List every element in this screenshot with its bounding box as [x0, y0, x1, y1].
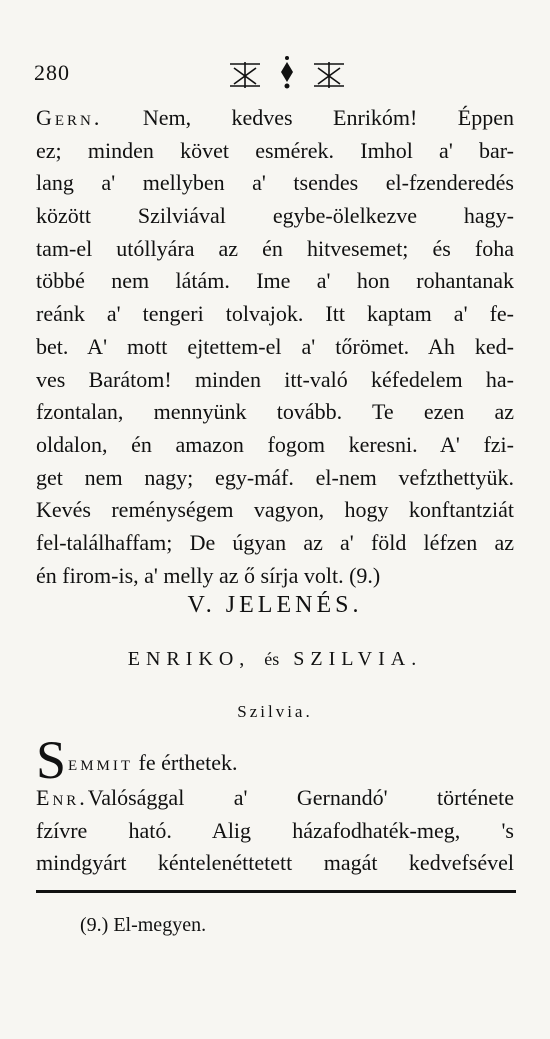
- text-line: többé nem látám. Ime a' hon rohantanak: [36, 268, 514, 294]
- speech-gernando: [36, 102, 514, 592]
- character-name: SZILVIA.: [293, 648, 423, 670]
- text-line: fzívre ható. Alig házafodhaték-meg, 's: [36, 817, 514, 843]
- text-line: tam-el utóllyára az én hitvesemet; és foha: [36, 235, 514, 261]
- conjunction: és: [264, 649, 280, 669]
- smallcaps-word: EMMIT: [68, 758, 134, 774]
- scene-title: V. JELENÉS.: [187, 592, 363, 618]
- scene-characters: [0, 648, 550, 671]
- speaker-name: Gern.: [36, 105, 103, 130]
- text-line: bet. A' mott ejtettem-el a' tőrömet. Ah ked-: [36, 333, 514, 359]
- text-line: között Szilviával egybe-ölelkezve hagy-: [36, 203, 514, 229]
- text-line: oldalon, én amazon fogom keresni. A' fzi-: [36, 431, 514, 457]
- text-line: Kevés reménységem vagyon, hogy konftantziát: [36, 497, 514, 523]
- page-number: 280: [34, 60, 70, 85]
- text-line: én firom-is, a' melly az ő sírja volt. (9.): [36, 562, 381, 588]
- footnote-divider: [36, 890, 516, 893]
- text-line: Gern. Nem, kedves Enrikóm! Éppen: [36, 105, 515, 130]
- text-line: ves Barátom! minden itt-való kéfedelem ha-: [36, 366, 514, 392]
- character-name: ENRIKO,: [127, 648, 251, 670]
- text-line: SEMMIT fe érthetek.: [36, 730, 238, 790]
- footnote: (9.) El-megyen.: [80, 914, 207, 936]
- speaker-name: Enr.: [36, 785, 88, 810]
- drop-cap: S: [36, 730, 67, 790]
- text-line: ez; minden követ esmérek. Imhol a' bar-: [36, 137, 514, 163]
- dialogue-block: [36, 730, 514, 880]
- text-line: get nem nagy; egy-máf. el-nem vefzthettyük.: [36, 464, 514, 490]
- speaker-heading: Szilvia.: [237, 702, 313, 721]
- text-line: lang a' mellyben a' tsendes el-fzenderedés: [36, 170, 514, 196]
- text-line: fzontalan, mennyünk tovább. Te ezen az: [36, 399, 514, 425]
- text-line: Enr.Valósággal a' Gernandó' története: [36, 785, 514, 810]
- text-line: mindgyárt kéntelenéttetett magát kedvefsével: [36, 850, 514, 876]
- text-line: fel-találhaffam; De úgyan az a' föld léfzen az: [36, 529, 514, 555]
- text-line: reánk a' tengeri tolvajok. Itt kaptam a' fe-: [36, 301, 514, 327]
- floral-ornament-icon: [222, 52, 352, 92]
